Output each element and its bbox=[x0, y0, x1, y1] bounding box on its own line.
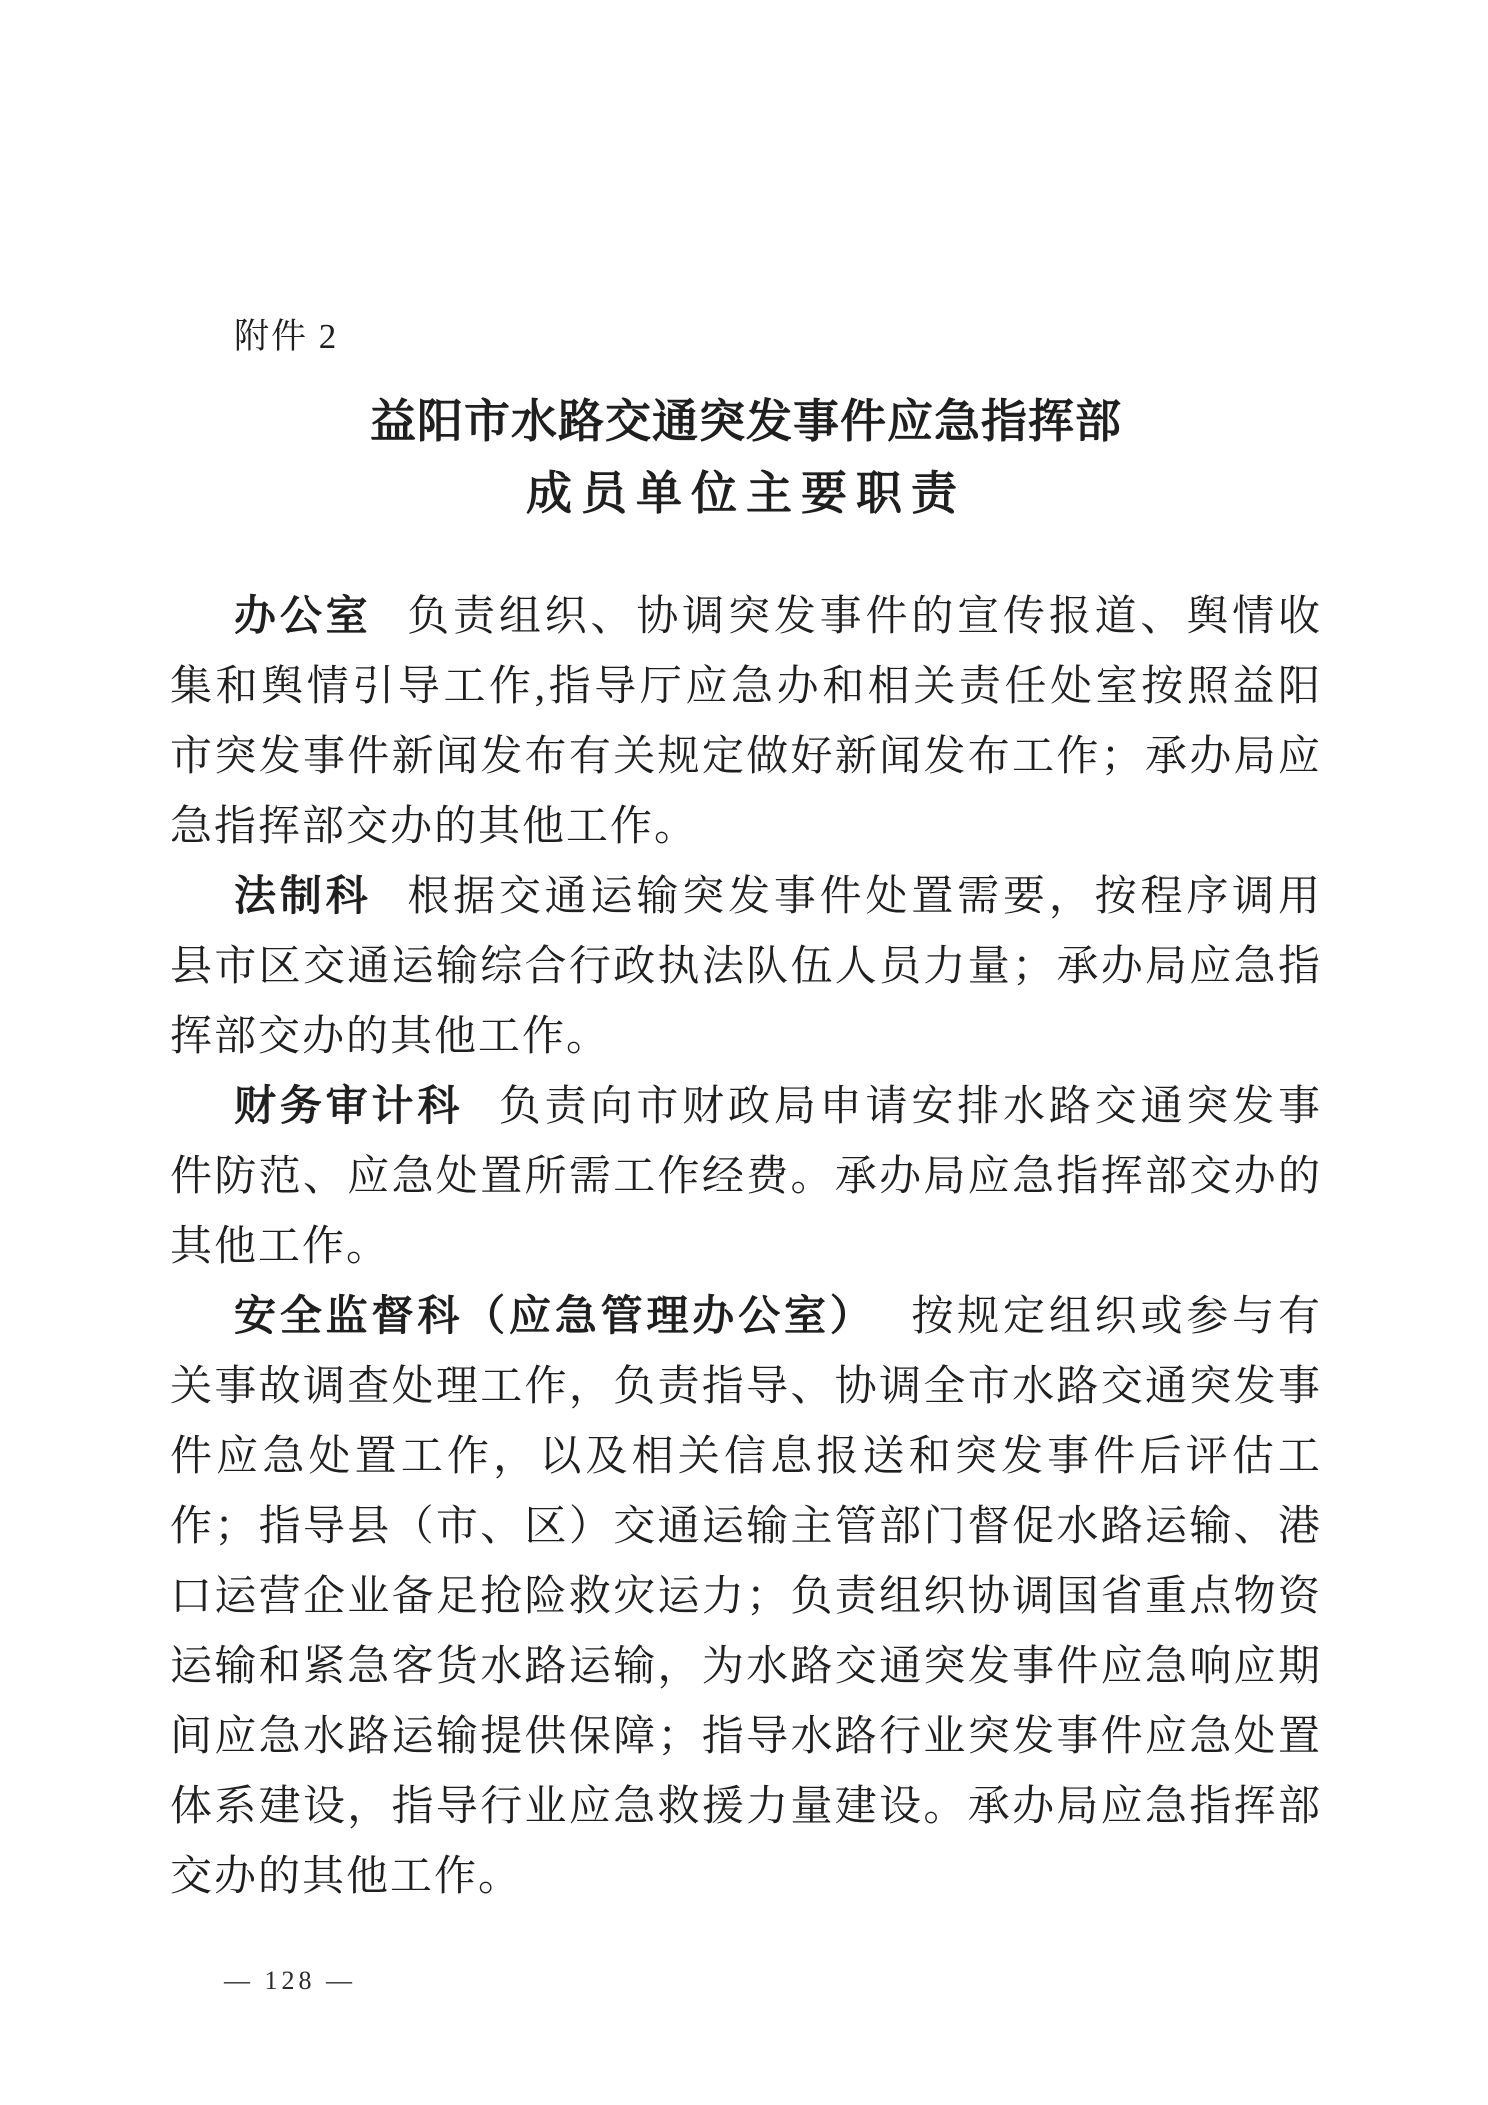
document-title-line-1: 益阳市水路交通突发事件应急指挥部 bbox=[370, 396, 1122, 447]
document-content bbox=[170, 0, 1322, 1912]
page-number: — 128 — bbox=[224, 1966, 356, 1995]
section-heading-legal-affairs: 法制科 bbox=[234, 874, 372, 920]
section-body-finance-audit: 负责向市财政局申请安排水路交通突发事件防范、应急处置所需工作经费。承办局应急指挥部交办的其他工作。 bbox=[170, 1084, 1322, 1270]
document-title-line-2: 成员单位主要职责 bbox=[526, 468, 966, 519]
section-heading-finance-audit: 财务审计科 bbox=[234, 1084, 464, 1130]
section-body-safety-supervision: 按规定组织或参与有关事故调查处理工作，负责指导、协调全市水路交通突发事件应急处置工作，以及相关信息报送和突发事件后评估工作；指导县（市、区）交通运输主管部门督促水路运输、港口运营企业备足抢险救灾运力；负责组织协调国省重点物资运输和紧急客货水路运输，为水路交通突发事件应急响应期间应急水路运输提供保障；指导水路行业突发事件应急处置体系建设，指导行业应急救援力量建设。承办局应急指挥部交办的其他工作。 bbox=[170, 1294, 1322, 1900]
paragraph-office bbox=[170, 582, 1322, 862]
document-body bbox=[170, 582, 1322, 1912]
paragraph-legal-affairs bbox=[170, 862, 1322, 1072]
section-heading-safety-supervision: 安全监督科（应急管理办公室） bbox=[234, 1294, 876, 1340]
section-heading-office: 办公室 bbox=[234, 594, 372, 640]
paragraph-safety-supervision bbox=[170, 1282, 1322, 1912]
paragraph-finance-audit bbox=[170, 1072, 1322, 1282]
attachment-label: 附件 2 bbox=[234, 317, 339, 356]
document-title bbox=[170, 386, 1322, 530]
section-body-office: 负责组织、协调突发事件的宣传报道、舆情收集和舆情引导工作,指导厅应急办和相关责任处室按照益阳市突发事件新闻发布有关规定做好新闻发布工作；承办局应急指挥部交办的其他工作。 bbox=[170, 594, 1322, 850]
section-body-legal-affairs: 根据交通运输突发事件处置需要，按程序调用县市区交通运输综合行政执法队伍人员力量；承办局应急指挥部交办的其他工作。 bbox=[170, 874, 1322, 1060]
